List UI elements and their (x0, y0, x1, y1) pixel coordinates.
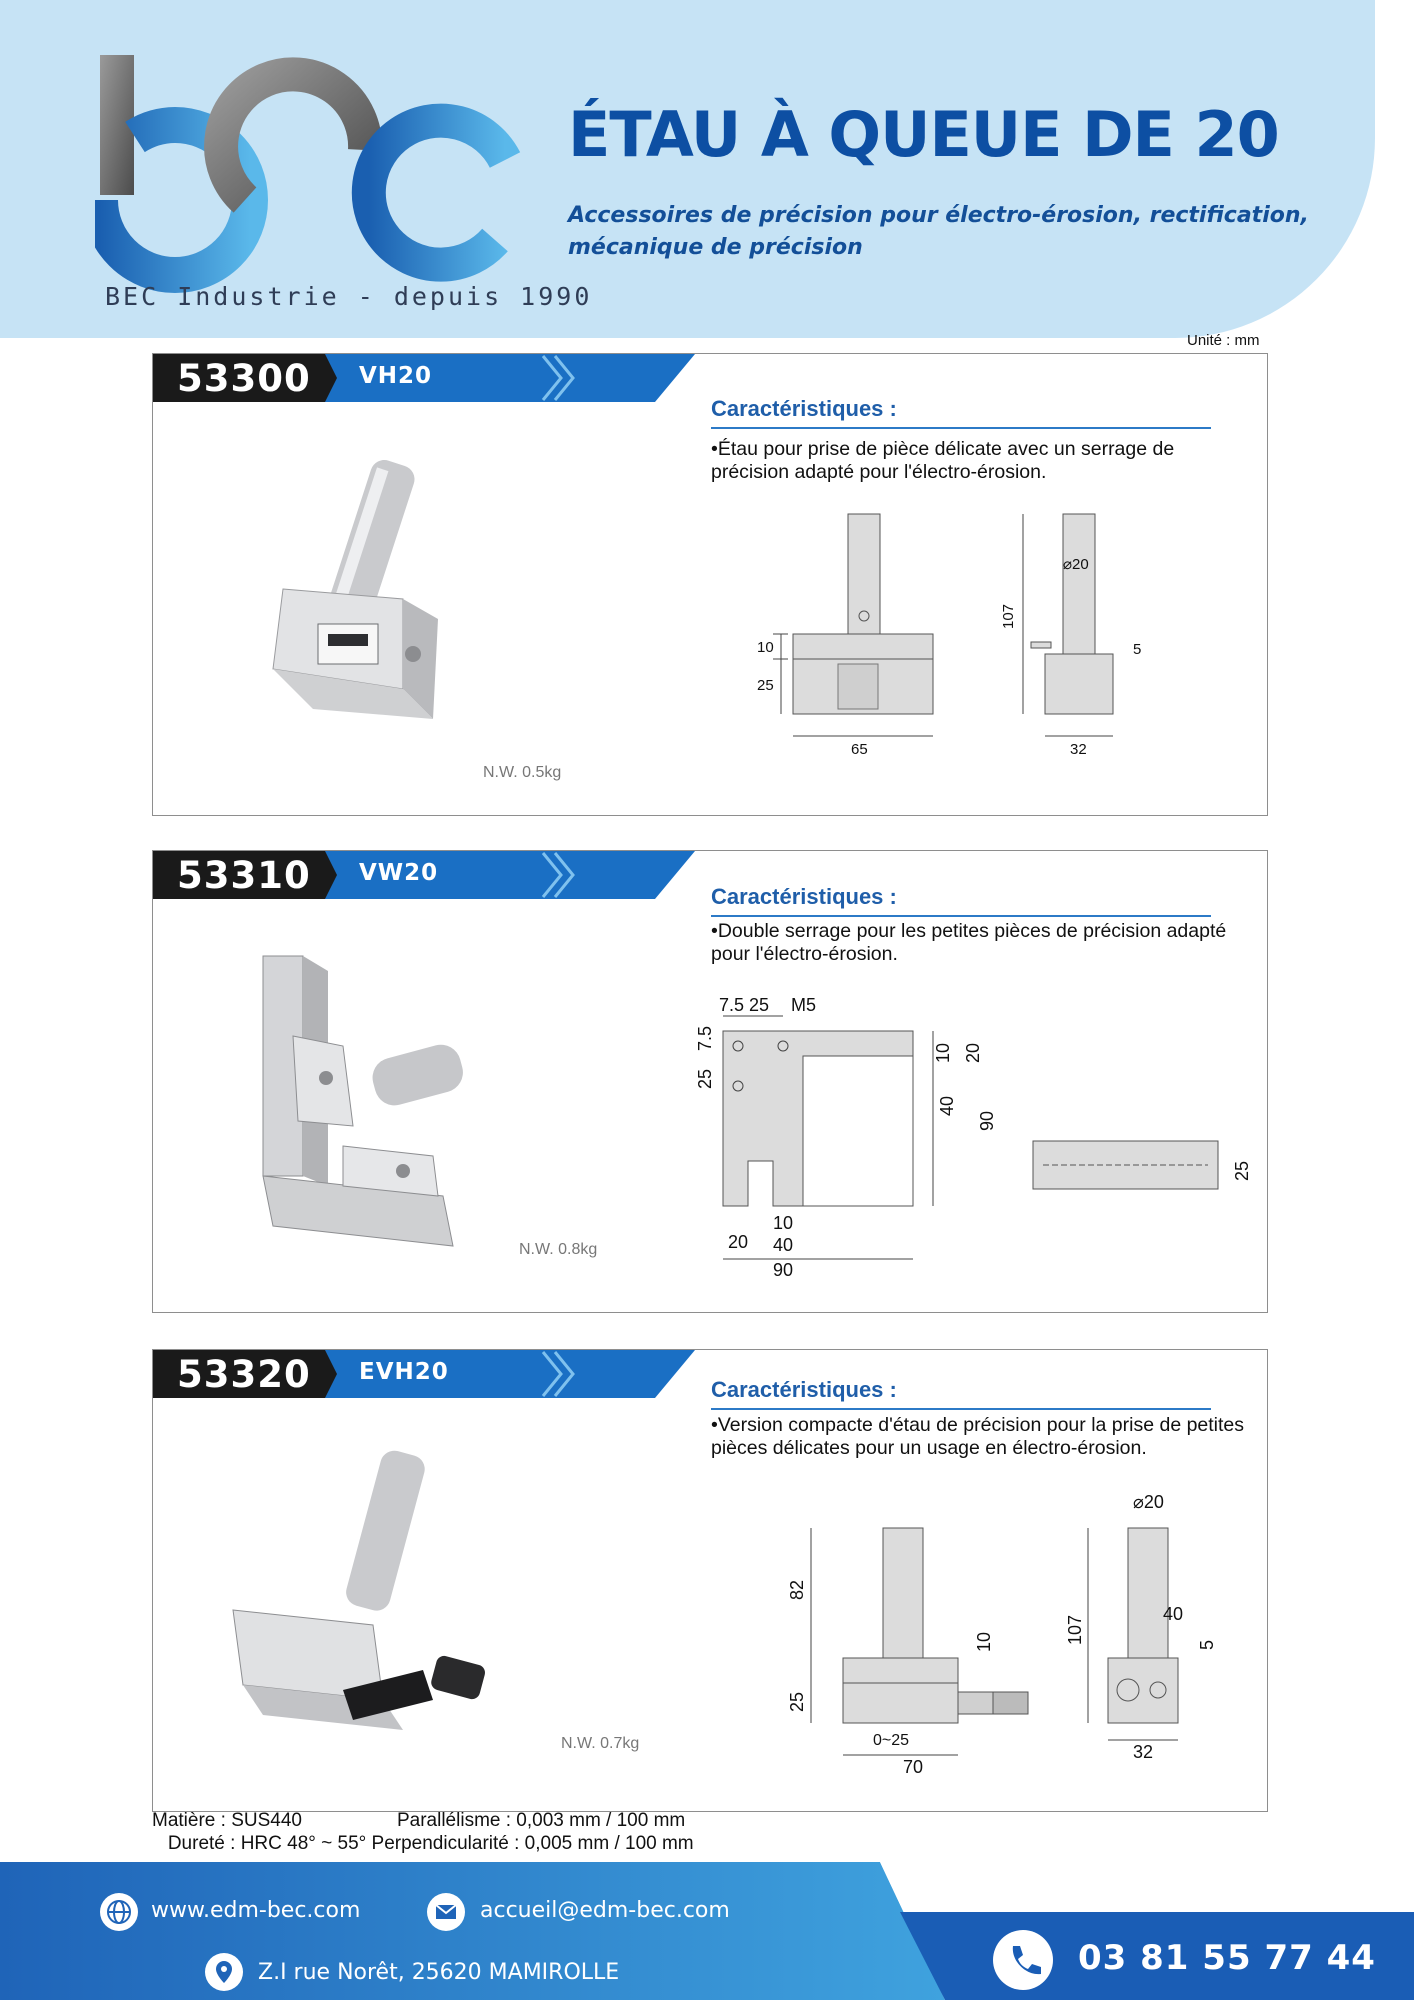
dim-d20: ⌀20 (1063, 556, 1089, 573)
product-model: VW20 (359, 860, 439, 886)
features-divider (711, 1408, 1211, 1410)
dim-r10: 10 (933, 1042, 953, 1063)
features-divider (711, 427, 1211, 429)
product-panel-53300 (152, 353, 1268, 816)
brand-subtitle: BEC Industrie - depuis 1990 (105, 282, 593, 311)
net-weight: N.W. 0.5kg (483, 764, 562, 781)
product-model: EVH20 (359, 1359, 449, 1385)
dim-32: 32 (1070, 741, 1087, 758)
dim-b40: 40 (773, 1235, 794, 1255)
vise-photo (243, 946, 513, 1276)
features-title: Caractéristiques : (711, 1377, 897, 1402)
dim-b20: 20 (728, 1232, 749, 1252)
vise-photo (253, 449, 513, 759)
product-panel-53310 (152, 850, 1268, 1313)
dim-b10: 10 (773, 1213, 794, 1233)
dim-l25: 25 (695, 1068, 715, 1089)
dim-70: 70 (903, 1757, 924, 1777)
features-title: Caractéristiques : (711, 884, 897, 909)
dim-10: 10 (757, 639, 774, 656)
globe-icon (100, 1893, 138, 1931)
phone-number[interactable]: 03 81 55 77 44 (1078, 1938, 1376, 1978)
dim-m5: M5 (791, 995, 817, 1015)
dim-d20: ⌀20 (1133, 1492, 1164, 1512)
dim-107: 107 (1065, 1614, 1085, 1645)
dim-25: 25 (787, 1691, 807, 1712)
email-link[interactable]: accueil@edm-bec.com (480, 1898, 730, 1923)
product-code: 53300 (177, 357, 311, 400)
dim-82: 82 (787, 1579, 807, 1600)
dim-10: 10 (974, 1631, 994, 1652)
dim-s25: 25 (1232, 1160, 1252, 1181)
dim-r90: 90 (977, 1110, 997, 1131)
net-weight: N.W. 0.8kg (519, 1241, 598, 1258)
vise-photo (223, 1450, 523, 1770)
dim-r20: 20 (963, 1042, 983, 1063)
features-text: •Version compacte d'étau de précision pour la prise de petites pièces délicates pour un usage en électro-érosion. (711, 1414, 1245, 1459)
features-title: Caractéristiques : (711, 396, 897, 421)
dim-25: 25 (757, 677, 774, 694)
features-divider (711, 915, 1211, 917)
dim-025: 0~25 (873, 1732, 910, 1749)
dim-top: 7.5 25 (719, 995, 770, 1015)
phone-icon (993, 1930, 1053, 1990)
net-weight: N.W. 0.7kg (561, 1735, 640, 1752)
bec-logo (95, 50, 525, 320)
website-link[interactable]: www.edm-bec.com (151, 1898, 361, 1923)
dim-r40: 40 (937, 1095, 957, 1116)
product-code: 53320 (177, 1353, 311, 1396)
unit-label: Unité : mm (1187, 332, 1260, 349)
dim-107: 107 (1000, 603, 1017, 629)
product-model: VH20 (359, 363, 433, 389)
features-text: •Étau pour prise de pièce délicate avec un serrage de précision adapté pour l'électro-érosion. (711, 438, 1175, 483)
dim-5: 5 (1197, 1639, 1217, 1650)
dim-l75: 7.5 (695, 1025, 715, 1051)
page-title: ÉTAU À QUEUE DE 20 (568, 98, 1279, 171)
dim-40: 40 (1163, 1604, 1184, 1624)
product-code: 53310 (177, 854, 311, 897)
dim-b90: 90 (773, 1260, 794, 1280)
features-text: •Double serrage pour les petites pièces de précision adapté pour l'électro-érosion. (711, 920, 1227, 965)
spec-line-2: Dureté : HRC 48° ~ 55° Perpendicularité : 0,005 mm / 100 mm (152, 1833, 694, 1854)
spec-line-1: Matière : SUS440 Parallélisme : 0,003 mm / 100 mm (152, 1810, 686, 1831)
location-pin-icon (205, 1953, 243, 1991)
dim-5: 5 (1133, 641, 1142, 658)
mail-icon (427, 1893, 465, 1931)
dim-32: 32 (1133, 1742, 1154, 1762)
address-text: Z.I rue Norêt, 25620 MAMIROLLE (258, 1960, 620, 1985)
dim-65: 65 (851, 741, 868, 758)
technical-drawing (663, 981, 1263, 1301)
technical-drawing (753, 1480, 1253, 1810)
technical-drawing (733, 504, 1173, 794)
product-panel-53320 (152, 1349, 1268, 1812)
page-subtitle: Accessoires de précision pour électro-érosion, rectification, mécanique de précision (568, 203, 1309, 260)
